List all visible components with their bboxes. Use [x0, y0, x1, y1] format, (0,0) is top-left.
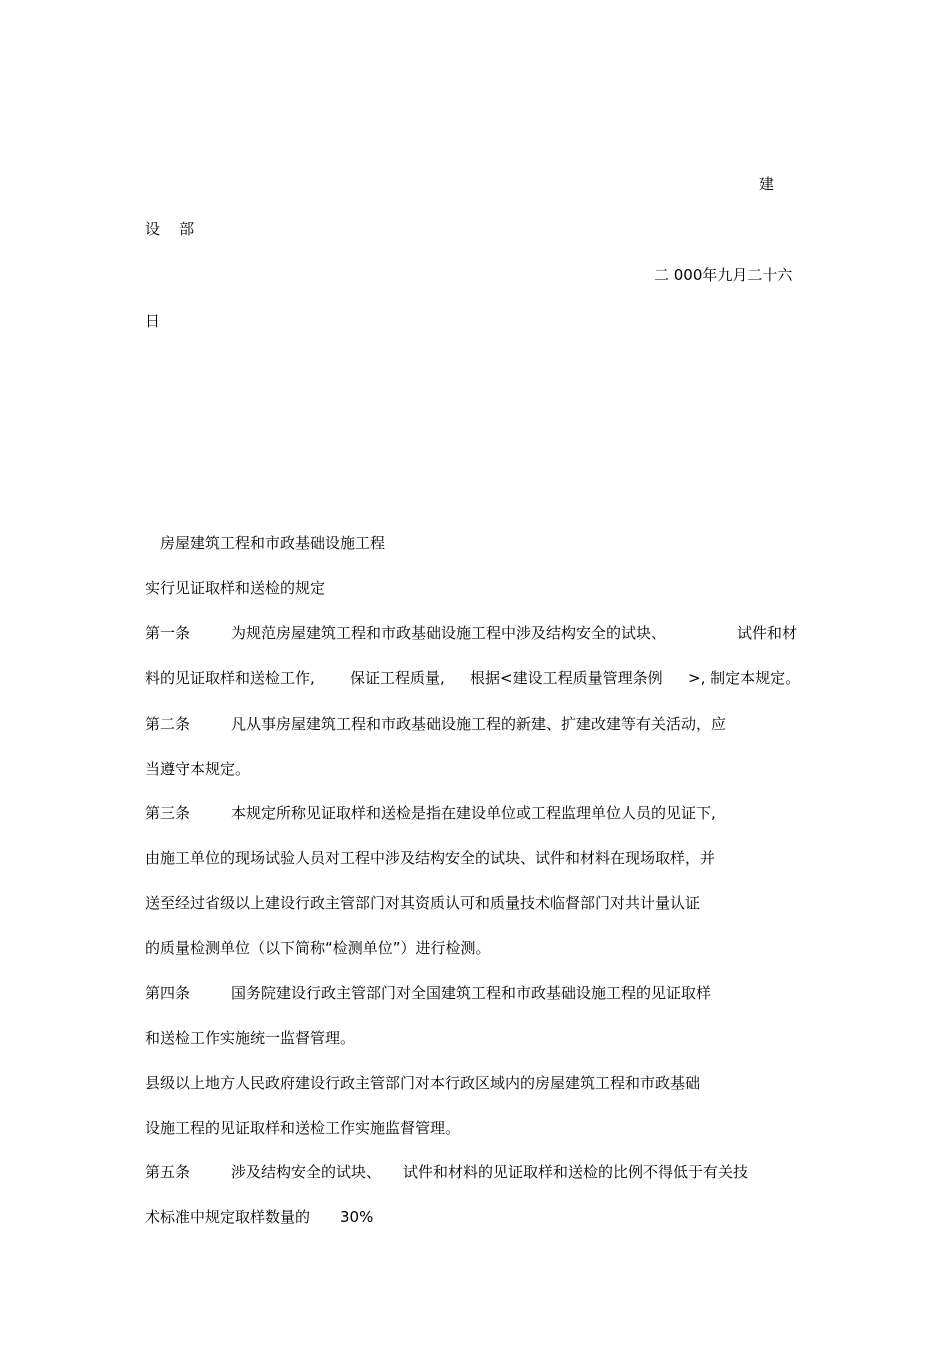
article-1-line-2a: 料的见证取样和送检工作,	[145, 669, 315, 687]
article-2-line-1: 凡从事房屋建筑工程和市政基础设施工程的新建、扩建改建等有关活动，应	[231, 715, 727, 733]
article-1-line-2b: 保证工程质量,	[350, 669, 445, 687]
article-5-line-2b: 30%	[340, 1208, 374, 1226]
issuer-line-1: 建	[759, 175, 775, 193]
article-5-label: 第五条	[145, 1163, 191, 1181]
article-5-line-1b: 试件和材料的见证取样和送检的比例不得低于有关技	[403, 1163, 749, 1181]
article-4-line-4: 设施工程的见证取样和送检工作实施监督管理。	[145, 1119, 461, 1137]
article-3-line-3: 送至经过省级以上建设行政主管部门对其资质认可和质量技术临督部门对共计量认证	[145, 894, 701, 912]
date-line-1: 二 000年九月二十六	[654, 266, 793, 284]
article-3-line-1: 本规定所称见证取样和送检是指在建设单位或工程监理单位人员的见证下,	[231, 804, 716, 822]
article-1-line-1a: 为规范房屋建筑工程和市政基础设施工程中涉及结构安全的试块、	[231, 624, 667, 642]
document-title-line-2: 实行见证取样和送检的规定	[145, 579, 326, 597]
article-4-label: 第四条	[145, 984, 191, 1002]
article-4-line-3: 县级以上地方人民政府建设行政主管部门对本行政区域内的房屋建筑工程和市政基础	[145, 1074, 701, 1092]
article-3-label: 第三条	[145, 804, 191, 822]
date-line-2: 日	[145, 312, 161, 330]
document-title-line-1: 房屋建筑工程和市政基础设施工程	[160, 534, 386, 552]
article-5-line-1a: 涉及结构安全的试块、	[231, 1163, 382, 1181]
article-1-line-2d: >, 制定本规定。	[688, 669, 801, 687]
article-3-line-2: 由施工单位的现场试验人员对工程中涉及结构安全的试块、试件和材料在现场取样，并	[145, 849, 716, 867]
article-1-line-2c: 根据<建设工程质量管理条例	[470, 669, 663, 687]
article-2-line-2: 当遵守本规定。	[145, 760, 251, 778]
article-4-line-2: 和送检工作实施统一监督管理。	[145, 1029, 356, 1047]
article-4-line-1: 国务院建设行政主管部门对全国建筑工程和市政基础设施工程的见证取样	[231, 984, 712, 1002]
article-2-label: 第二条	[145, 715, 191, 733]
article-1-label: 第一条	[145, 624, 191, 642]
article-1-line-1b: 试件和材	[737, 624, 798, 642]
issuer-line-2: 设 部	[145, 220, 195, 238]
article-3-line-4: 的质量检测单位（以下简称“检测单位”）进行检测。	[145, 939, 491, 957]
article-5-line-2a: 术标准中规定取样数量的	[145, 1208, 311, 1226]
